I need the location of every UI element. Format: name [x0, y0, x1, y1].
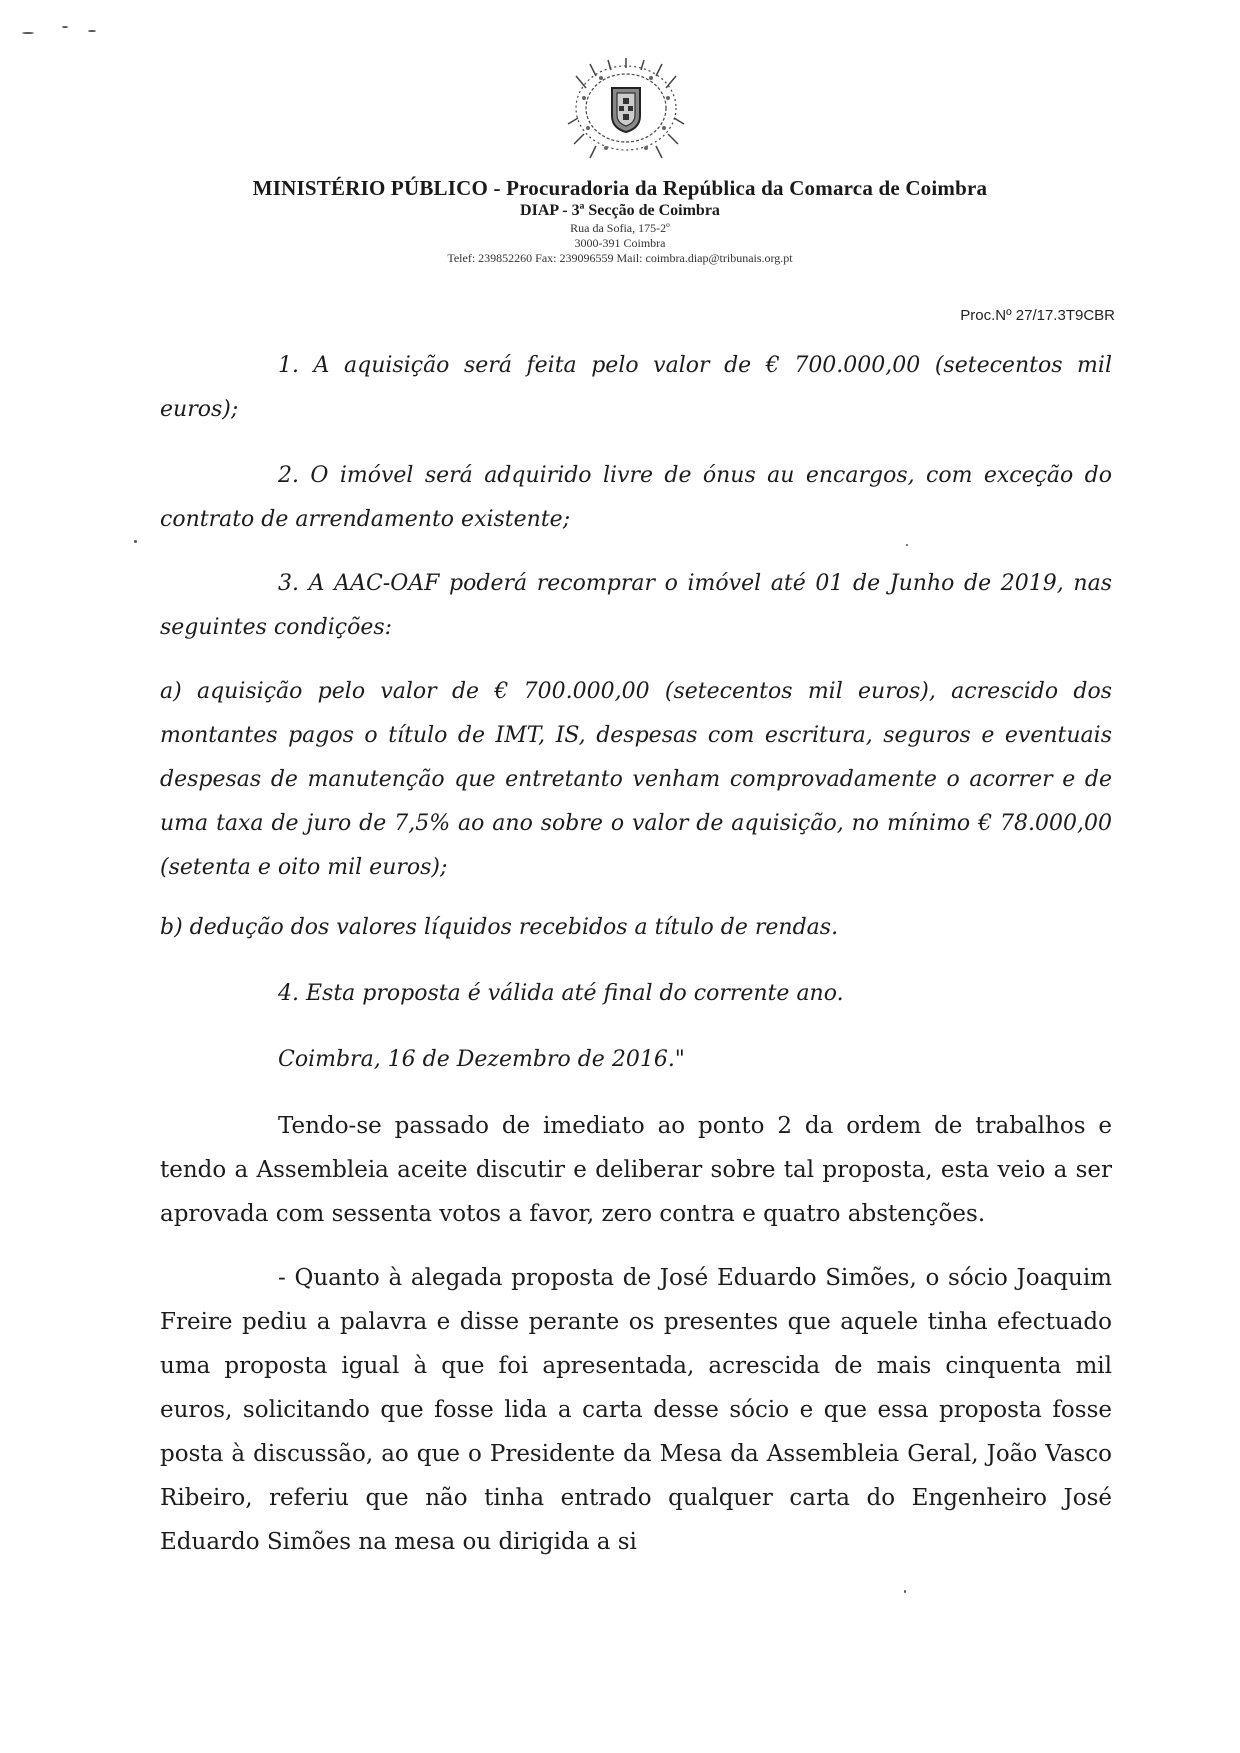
scan-speck [22, 32, 34, 34]
scan-speck [62, 26, 68, 28]
item-1-text: 1. A aquisição será feita pelo valor de € 700.000,00 (setecentos mil euros); [160, 353, 1112, 422]
paragraph-item-2 [160, 454, 1112, 542]
scan-speck [904, 1590, 906, 1593]
date-text: Coimbra, 16 de Dezembro de 2016." [278, 1047, 685, 1072]
department-subtitle: DIAP - 3ª Secção de Coimbra [520, 202, 720, 219]
paragraph-approval [160, 1104, 1112, 1236]
letterhead [150, 175, 1090, 266]
item-a-text: a) aquisição pelo valor de € 700.000,00 (setecentos mil euros), acrescido dos montantes pagos o título de IMT, IS, despesas com escritura, seguros e eventuais despesas de manutenção que entretanto venham comprovadamente o acorrer e de uma taxa de juro de 7,5% ao ano sobre o valor de aquisição, no mínimo € 78.000,00 (setenta e oito mil euros); [160, 679, 1112, 880]
item-4-text: 4. Esta proposta é válida até final do corrente ano. [278, 981, 844, 1006]
item-2-text: 2. O imóvel será adquirido livre de ónus au encargos, com exceção do contrato de arrendamento existente; [160, 463, 1112, 532]
paragraph-proposal [160, 1256, 1112, 1564]
coat-of-arms-emblem [566, 58, 686, 168]
paragraph-item-b [160, 906, 1112, 950]
approval-text: Tendo-se passado de imediato ao ponto 2 da ordem de trabalhos e tendo a Assembleia aceite discutir e deliberar sobre tal proposta, esta veio a ser aprovada com sessenta votos a favor, zero contra e quatro abstenções. [160, 1113, 1112, 1227]
address-line-1: Rua da Sofia, 175-2º [570, 221, 670, 235]
proposal-text: - Quanto à alegada proposta de José Eduardo Simões, o sócio Joaquim Freire pediu a palavra e disse perante os presentes que aquele tinha efectuado uma proposta igual à que foi apresentada, acrescida de mais cinquenta mil euros, solicitando que fosse lida a carta desse sócio e que essa proposta fosse posta à discussão, ao que o Presidente da Mesa da Assembleia Geral, João Vasco Ribeiro, referiu que não tinha entrado qualquer carta do Engenheiro José Eduardo Simões na mesa ou dirigida a si [160, 1265, 1112, 1555]
paragraph-date [160, 1038, 1112, 1082]
item-b-text: b) dedução dos valores líquidos recebidos a título de rendas. [160, 915, 839, 940]
scan-speck [134, 540, 137, 543]
process-number: Proc.Nº 27/17.3T9CBR [960, 307, 1115, 324]
address-line-2: 3000-391 Coimbra [574, 236, 666, 250]
contact-line: Telef: 239852260 Fax: 239096559 Mail: coimbra.diap@tribunais.org.pt [447, 251, 793, 265]
item-3-text: 3. A AAC-OAF poderá recomprar o imóvel até 01 de Junho de 2019, nas seguintes condições: [160, 571, 1112, 640]
paragraph-item-a [160, 670, 1112, 890]
scan-speck [88, 30, 96, 32]
institution-title: MINISTÉRIO PÚBLICO - Procuradoria da República da Comarca de Coimbra [252, 176, 988, 200]
paragraph-item-4 [160, 972, 1112, 1016]
paragraph-item-3 [160, 562, 1112, 650]
scan-speck [906, 544, 908, 546]
paragraph-item-1 [160, 344, 1112, 432]
